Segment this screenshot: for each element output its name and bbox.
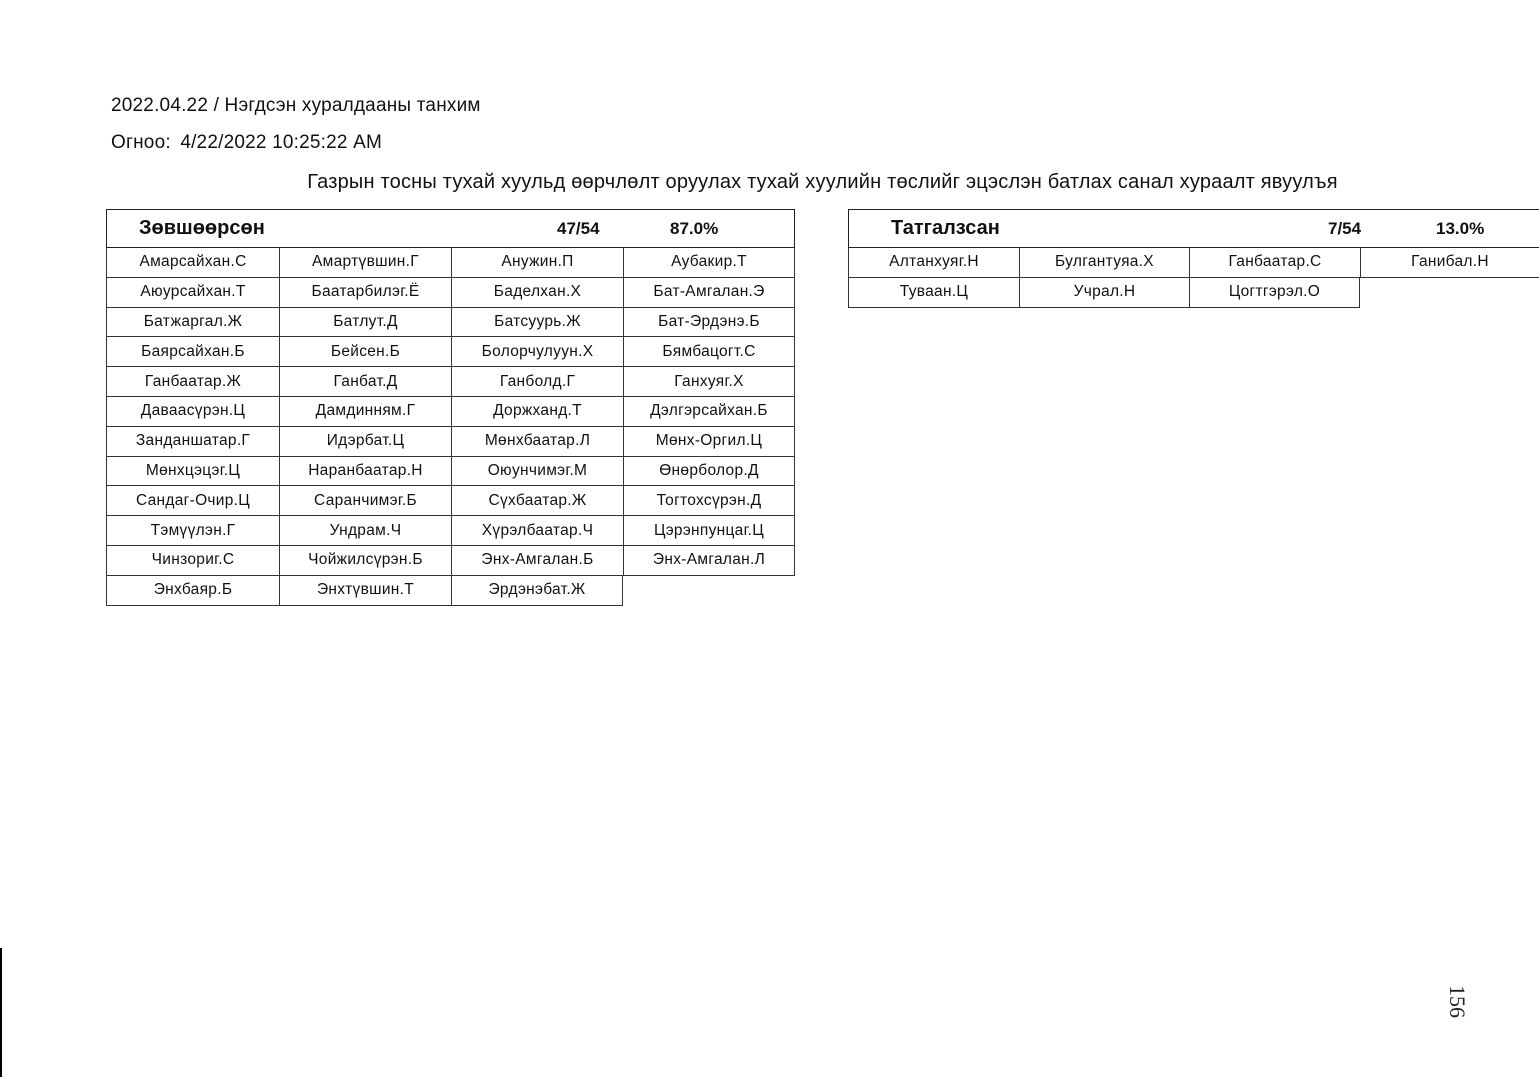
member-cell: Даваасүрэн.Ц [106, 397, 279, 427]
member-cell: Эрдэнэбат.Ж [451, 576, 623, 606]
member-cell: Амарсайхан.С [106, 248, 279, 278]
rejected-title: Татгалзсан [891, 217, 1000, 239]
vote-title: Газрын тосны тухай хуульд өөрчлөлт оруулах тухай хуулийн төслийг эцэслэн батлах санал хураалт явуулъя [307, 171, 1338, 193]
member-cell: Хүрэлбаатар.Ч [451, 516, 623, 546]
member-cell: Чойжилсүрэн.Б [279, 546, 451, 576]
member-cell: Доржханд.Т [451, 397, 623, 427]
member-cell: Туваан.Ц [848, 278, 1019, 308]
rejected-block [848, 209, 1539, 308]
member-cell: Занданшатар.Г [106, 427, 279, 457]
date-line [111, 132, 382, 154]
approved-members-grid [106, 248, 795, 606]
member-cell: Ганбаатар.С [1189, 248, 1360, 278]
member-cell: Баатарбилэг.Ё [279, 278, 451, 308]
member-cell: Цэрэнпунцаг.Ц [623, 516, 795, 546]
member-cell: Булгантуяа.Х [1019, 248, 1189, 278]
member-cell: Алтанхуяг.Н [848, 248, 1019, 278]
member-cell: Баделхан.Х [451, 278, 623, 308]
member-cell: Баярсайхан.Б [106, 337, 279, 367]
member-cell: Ундрам.Ч [279, 516, 451, 546]
member-cell: Ганбаатар.Ж [106, 367, 279, 397]
approved-header [106, 209, 795, 248]
member-cell: Бат-Амгалан.Э [623, 278, 795, 308]
rejected-count: 7/54 [1328, 219, 1362, 238]
member-cell: Энх-Амгалан.Б [451, 546, 623, 576]
member-cell: Идэрбат.Ц [279, 427, 451, 457]
member-cell: Дэлгэрсайхан.Б [623, 397, 795, 427]
member-cell: Цогтгэрэл.О [1189, 278, 1360, 308]
member-cell: Бат-Эрдэнэ.Б [623, 308, 795, 338]
member-cell: Мөнхбаатар.Л [451, 427, 623, 457]
member-cell: Ганбат.Д [279, 367, 451, 397]
member-cell: Энхтүвшин.Т [279, 576, 451, 606]
member-cell: Аубакир.Т [623, 248, 795, 278]
approved-percent: 87.0% [670, 219, 719, 238]
member-cell: Дамдинням.Г [279, 397, 451, 427]
member-cell: Бейсен.Б [279, 337, 451, 367]
member-cell: Энх-Амгалан.Л [623, 546, 795, 576]
rejected-header [848, 209, 1539, 248]
member-cell: Оюунчимэг.М [451, 457, 623, 487]
member-cell: Сүхбаатар.Ж [451, 486, 623, 516]
member-cell: Батжаргал.Ж [106, 308, 279, 338]
rejected-percent: 13.0% [1436, 219, 1485, 238]
scan-edge-mark [0, 948, 2, 1077]
member-cell: Наранбаатар.Н [279, 457, 451, 487]
member-cell: Болорчулуун.Х [451, 337, 623, 367]
page-number: 156 [1445, 985, 1470, 1018]
date-value: 4/22/2022 10:25:22 AM [180, 132, 383, 153]
rejected-members-grid [848, 248, 1539, 308]
member-cell: Сандаг-Очир.Ц [106, 486, 279, 516]
approved-block [106, 209, 795, 606]
member-cell: Бямбацогт.С [623, 337, 795, 367]
member-cell: Тогтохсүрэн.Д [623, 486, 795, 516]
member-cell: Амартүвшин.Г [279, 248, 451, 278]
member-cell: Мөнхцэцэг.Ц [106, 457, 279, 487]
member-cell: Өнөрболор.Д [623, 457, 795, 487]
approved-count: 47/54 [557, 219, 600, 238]
member-cell: Анужин.П [451, 248, 623, 278]
approved-title: Зөвшөөрсөн [139, 217, 265, 239]
member-cell: Тэмүүлэн.Г [106, 516, 279, 546]
member-cell: Ганхуяг.Х [623, 367, 795, 397]
member-cell: Учрал.Н [1019, 278, 1189, 308]
member-cell: Ганболд.Г [451, 367, 623, 397]
member-cell: Батлут.Д [279, 308, 451, 338]
member-cell: Ганибал.Н [1360, 248, 1539, 278]
member-cell: Батсуурь.Ж [451, 308, 623, 338]
member-cell: Энхбаяр.Б [106, 576, 279, 606]
member-cell: Чинзориг.С [106, 546, 279, 576]
session-line: 2022.04.22 / Нэгдсэн хуралдааны танхим [111, 95, 481, 116]
member-cell: Мөнх-Оргил.Ц [623, 427, 795, 457]
date-label: Огноо: [111, 132, 171, 153]
member-cell: Саранчимэг.Б [279, 486, 451, 516]
member-cell: Аюурсайхан.Т [106, 278, 279, 308]
